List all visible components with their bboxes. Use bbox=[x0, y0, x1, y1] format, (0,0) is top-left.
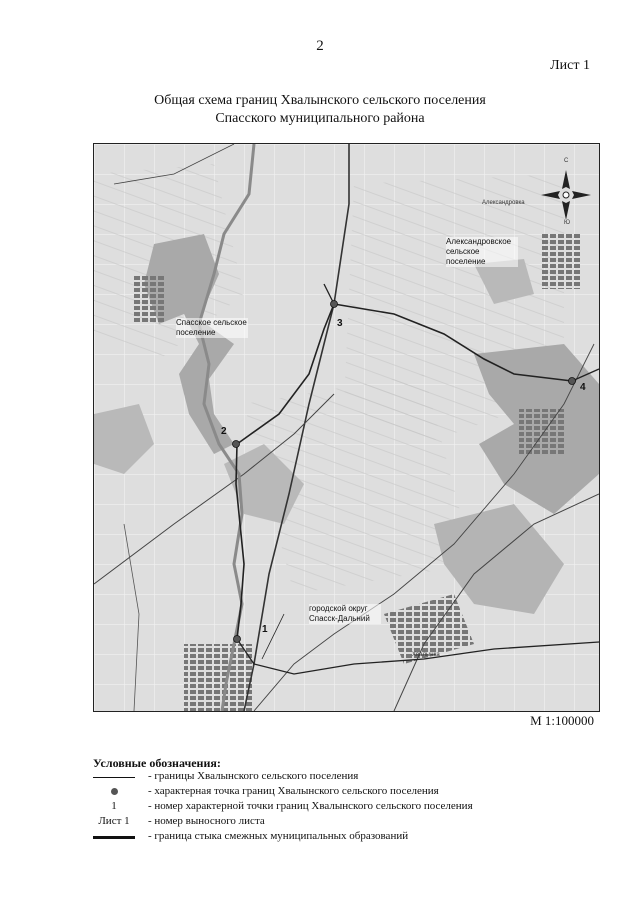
label-urban-district: городской округ Спасск-Дальний bbox=[309, 604, 381, 624]
boundary-point-1 bbox=[234, 636, 241, 643]
boundary-point-2 bbox=[233, 441, 240, 448]
point-number-4: 4 bbox=[580, 382, 586, 393]
legend-thick-line-symbol bbox=[93, 836, 135, 839]
map-title-line2: Спасского муниципального района bbox=[215, 111, 425, 126]
legend-item-text: - характерная точка границ Хвалынского сельского поселения bbox=[148, 785, 439, 797]
compass-south-letter: Ю bbox=[564, 220, 571, 226]
legend-item-sheet bbox=[93, 815, 573, 829]
legend-dot-symbol bbox=[111, 788, 118, 795]
map-title-line1: Общая схема границ Хвалынского сельского поселения bbox=[154, 93, 486, 108]
boundary-point-3 bbox=[331, 301, 338, 308]
legend-item-text: - граница стыка смежных муниципальных образований bbox=[148, 830, 409, 842]
legend-thin-line-symbol bbox=[93, 777, 135, 778]
point-number-2: 2 bbox=[221, 426, 227, 437]
map-scale: М 1:100000 bbox=[530, 713, 594, 728]
point-number-1: 1 bbox=[262, 624, 268, 635]
legend-sheet-symbol: Лист 1 bbox=[98, 815, 130, 827]
label-aleksandrovskoe-settlement: Александровское сельское поселение bbox=[446, 237, 518, 267]
settlement-spassk bbox=[184, 644, 254, 711]
legend-item-point-number bbox=[93, 800, 573, 814]
sheet-label: Лист 1 bbox=[550, 58, 590, 73]
point-number-3: 3 bbox=[337, 318, 343, 329]
label-spasskoe-settlement: Спасское сельское поселение bbox=[176, 318, 247, 337]
legend-item-text: - номер выносного листа bbox=[148, 815, 265, 827]
legend-item-text: - границы Хвалынского сельского поселения bbox=[148, 770, 359, 782]
legend-item-junction bbox=[93, 830, 573, 844]
map-frame bbox=[93, 143, 600, 712]
legend-item-point bbox=[93, 785, 573, 799]
settlement-spasskoe bbox=[134, 274, 164, 324]
label-khvalynka-village: Хвалынка bbox=[412, 652, 440, 658]
legend-item-text: - номер характерной точки границ Хвалынского сельского поселения bbox=[148, 800, 473, 812]
legend-number-symbol: 1 bbox=[111, 800, 117, 812]
compass-north-letter: С bbox=[564, 158, 569, 164]
legend-item-boundary bbox=[93, 770, 573, 784]
legend-title: Условные обозначения: bbox=[93, 756, 221, 770]
settlement-aleksandrovka bbox=[542, 234, 582, 289]
boundary-point-4 bbox=[569, 378, 576, 385]
settlement bbox=[519, 409, 564, 454]
map-canvas bbox=[94, 144, 599, 711]
page-number: 2 bbox=[316, 38, 324, 54]
label-aleksandrovka-village: Александровка bbox=[482, 200, 525, 206]
